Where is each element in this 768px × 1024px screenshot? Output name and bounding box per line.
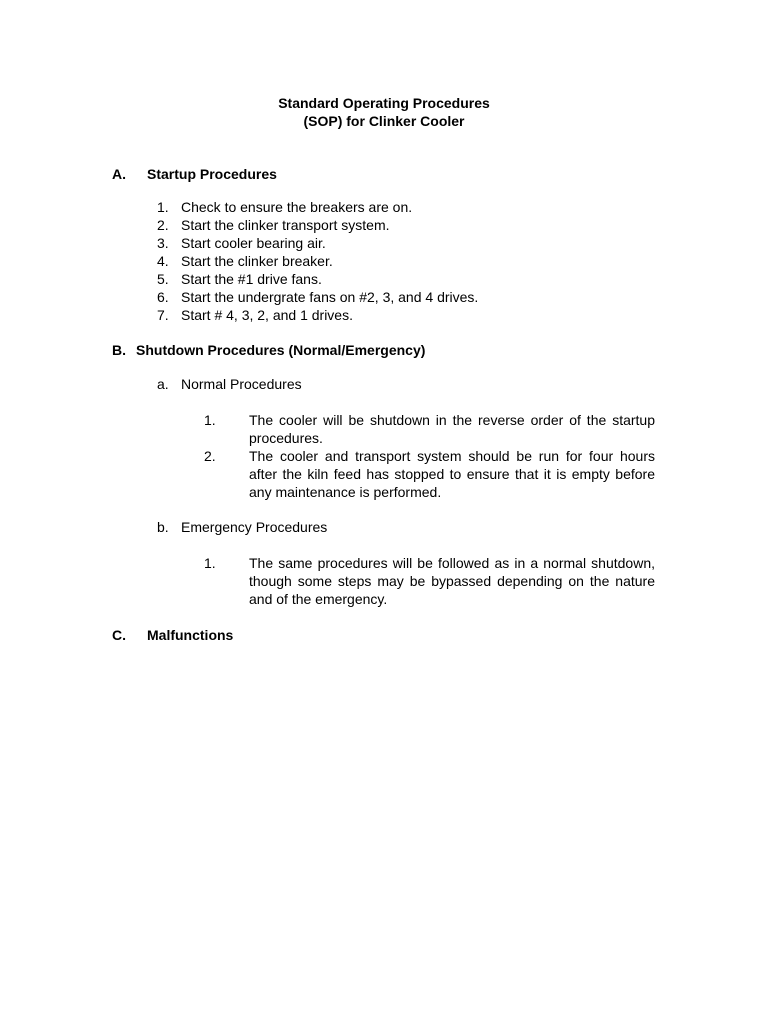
list-item: [157, 198, 478, 216]
list-item: [157, 252, 478, 270]
item-number: 1.: [204, 555, 216, 571]
item-text: The cooler will be shutdown in the reverse order of the startup procedures.: [249, 412, 655, 446]
section-a-letter: A.: [112, 166, 126, 182]
sub-b-label: Emergency Procedures: [181, 519, 328, 535]
list-item: [204, 447, 655, 501]
item-number: 3.: [157, 235, 169, 251]
item-text: Start the undergrate fans on #2, 3, and 4 drives.: [181, 289, 479, 305]
list-item: [157, 306, 478, 324]
item-number: 7.: [157, 307, 169, 323]
item-number: 6.: [157, 289, 169, 305]
item-text: Check to ensure the breakers are on.: [181, 199, 413, 215]
title-line-1: Standard Operating Procedures: [278, 95, 490, 111]
section-c-letter: C.: [112, 627, 126, 643]
list-item: [157, 288, 478, 306]
list-item: [204, 411, 655, 447]
title-line-2: (SOP) for Clinker Cooler: [303, 113, 465, 129]
section-c-heading: [112, 626, 233, 644]
item-number: 4.: [157, 253, 169, 269]
emergency-procedures-list: [204, 554, 655, 608]
document-title: [0, 94, 768, 130]
sub-a-marker: a.: [157, 376, 169, 392]
normal-procedures-heading: [157, 375, 302, 393]
section-b-title: Shutdown Procedures (Normal/Emergency): [136, 342, 426, 358]
item-number: 1.: [204, 412, 216, 428]
list-item: [157, 270, 478, 288]
item-text: The same procedures will be followed as in a normal shutdown, though some steps may be bypassed depending on the nature and of the emergency.: [249, 555, 655, 607]
list-item: [204, 554, 655, 608]
section-a-title: Startup Procedures: [147, 166, 277, 182]
startup-procedures-list: [157, 198, 478, 324]
item-text: Start # 4, 3, 2, and 1 drives.: [181, 307, 353, 323]
section-c-title: Malfunctions: [147, 627, 234, 643]
emergency-procedures-heading: [157, 518, 327, 536]
normal-procedures-list: [204, 411, 655, 501]
item-text: Start the clinker transport system.: [181, 217, 390, 233]
item-number: 1.: [157, 199, 169, 215]
list-item: [157, 234, 478, 252]
item-text: Start the #1 drive fans.: [181, 271, 322, 287]
item-text: The cooler and transport system should be run for four hours after the kiln feed has stopped to ensure that it is empty before any maintenance is performed.: [249, 448, 655, 500]
section-a-heading: [112, 165, 277, 183]
item-number: 2.: [204, 448, 216, 464]
list-item: [157, 216, 478, 234]
section-b-letter: B.: [112, 342, 126, 358]
sub-a-label: Normal Procedures: [181, 376, 302, 392]
section-b-heading: [112, 341, 425, 359]
item-text: Start cooler bearing air.: [181, 235, 326, 251]
item-number: 2.: [157, 217, 169, 233]
item-text: Start the clinker breaker.: [181, 253, 333, 269]
item-number: 5.: [157, 271, 169, 287]
sub-b-marker: b.: [157, 519, 169, 535]
